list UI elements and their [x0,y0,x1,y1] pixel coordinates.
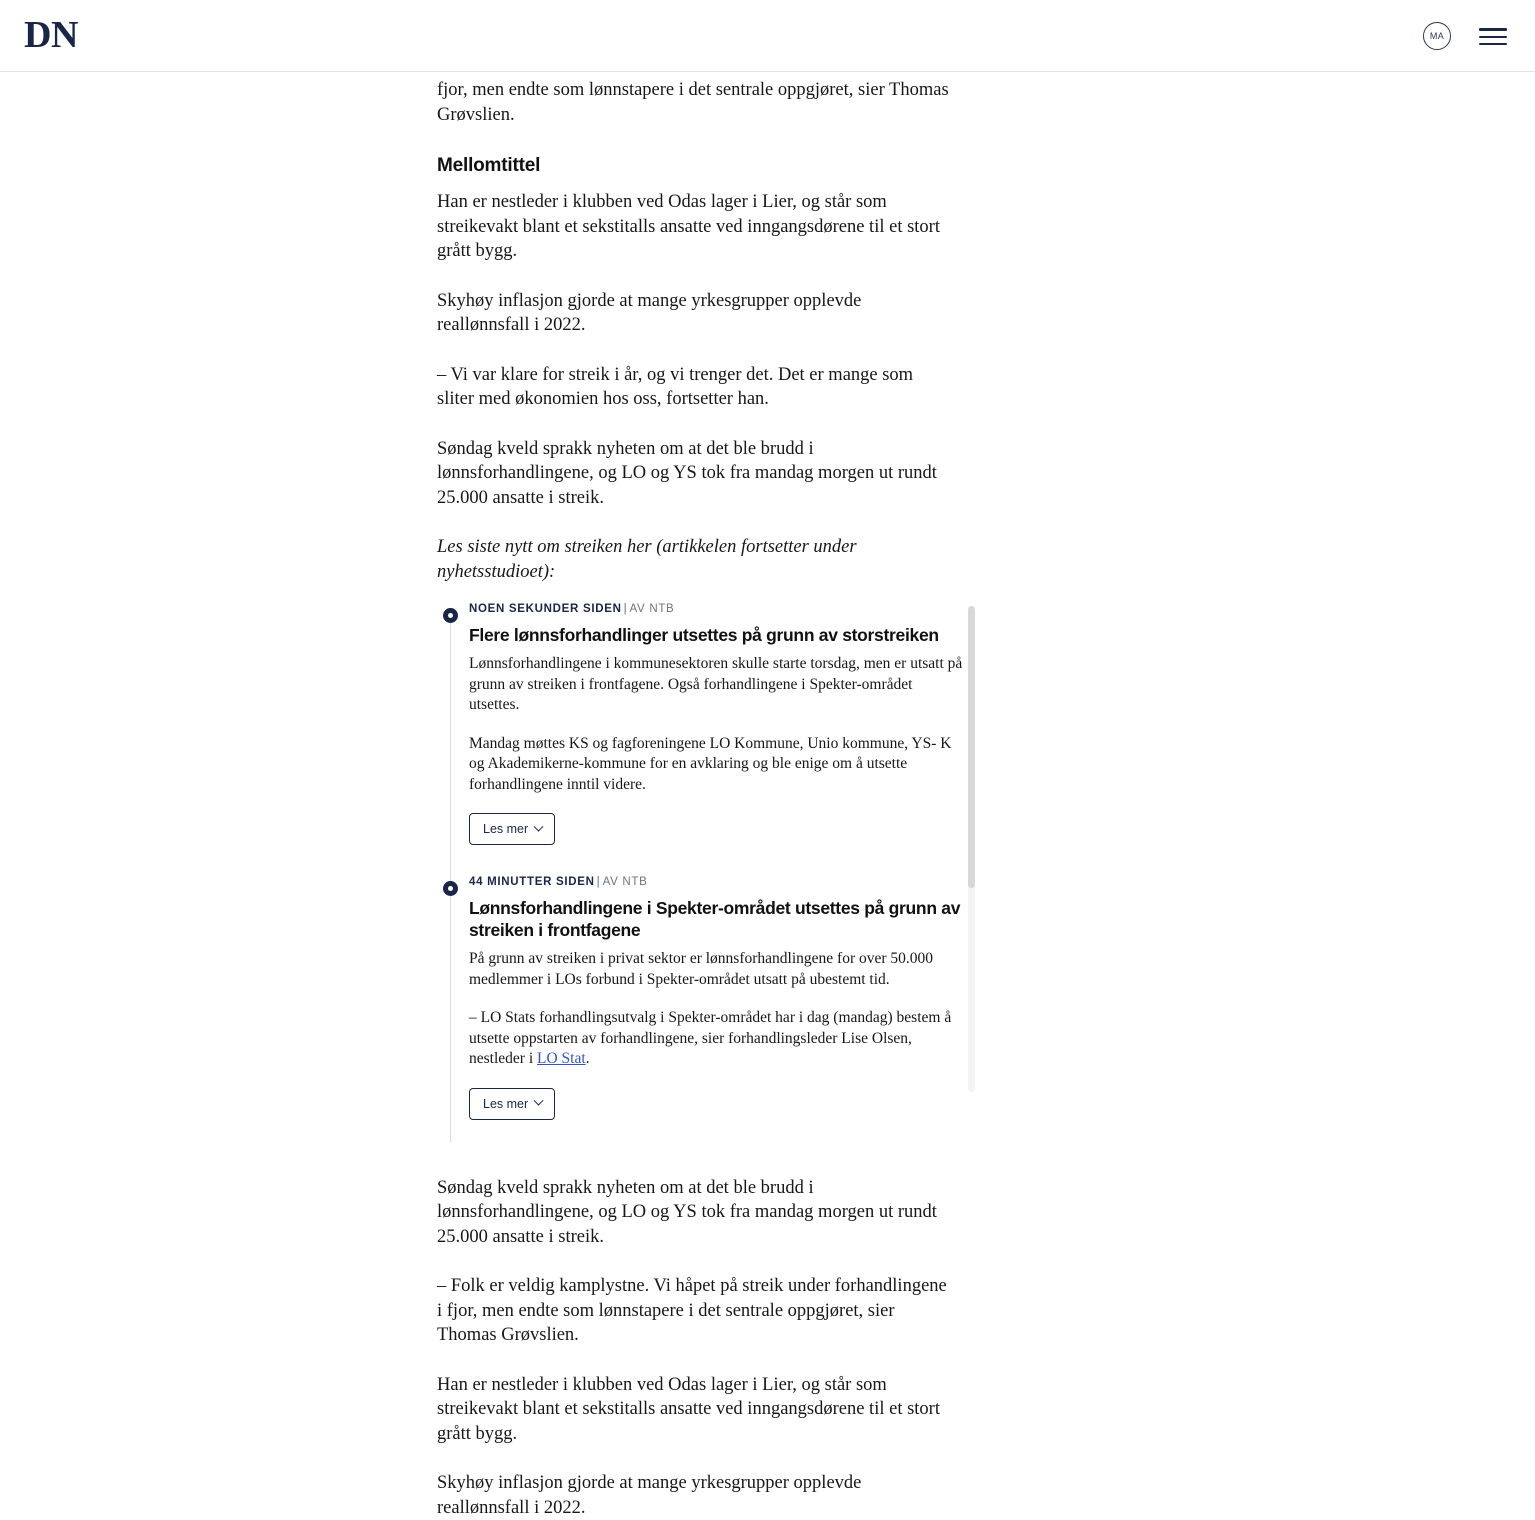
feed-scrollbar-thumb[interactable] [968,606,975,888]
article-paragraph: Han er nestleder i klubben ved Odas lager i Lier, og står som streikevakt blant et sekstitalls ansatte ved inngangsdørene til et stort grått bygg. [437,1374,940,1444]
hamburger-menu-icon[interactable] [1479,27,1507,45]
hamburger-line-2 [1479,36,1507,38]
header-actions [1423,0,1507,72]
article-paragraph: Søndag kveld sprakk nyheten om at det ble brudd i lønnsforhandlingene, og LO og YS tok fra mandag morgen ut rundt 25.000 ansatte i streik. [437,1177,937,1247]
chevron-down-icon [534,821,544,831]
feed-entry-paragraph: Mandag møttes KS og fagforeningene LO Kommune, Unio kommune, YS- K og Akademikerne-kommune for en avklaring og ble enige om å utsette forhandlingene inntil videre. [469,734,952,793]
feed-source: AV NTB [629,603,675,615]
feed-entry-paragraph: Lønnsforhandlingene i kommunesektoren skulle starte torsdag, men er utsatt på grunn av streiken i frontfagene. Også forhandlingene i Spekter-området utsettes. [469,655,963,713]
live-news-feed [439,602,963,1154]
dn-logo[interactable]: DN [24,14,78,56]
timeline-dot-icon [443,881,458,896]
feed-timestamp: 44 MINUTTER SIDEN [469,876,595,888]
article-paragraph: – Folk er veldig kamplystne. Vi håpet på streik under forhandlingene i fjor, men endte som lønnstapere i det sentrale oppgjøret, sier Thomas Grøvslien. [437,1276,947,1345]
feed-timestamp: NOEN SEKUNDER SIDEN [469,603,622,615]
timeline-dot-icon [443,608,458,623]
article-paragraph: Skyhøy inflasjon gjorde at mange yrkesgrupper opplevde reallønnsfall i 2022. [437,290,862,335]
feed-entry-meta [469,602,963,616]
paragraph-text-after-link: . [585,1050,590,1067]
lo-stat-link[interactable]: LO Stat [537,1050,586,1067]
feed-entry-paragraph [469,1008,963,1070]
article-subheading: Mellomtittel [437,155,541,176]
feed-entry-title[interactable]: Flere lønnsforhandlinger utsettes på grunn av storstreiken [469,625,939,645]
read-more-label: Les mer [483,822,529,836]
feed-entry-paragraph: På grunn av streiken i privat sektor er lønnsforhandlingene for over 50.000 medlemmer i LOs forbund i Spekter-området utsatt på ubestemt tid. [469,950,934,988]
site-header [0,0,1535,72]
feed-meta-separator: | [623,603,628,615]
paragraph-text-before-link: – LO Stats forhandlingsutvalg i Spekter-området har i dag (mandag) bestem å utsette oppstarten av forhandlingene, sier forhandlingsleder Lise Olsen, nestleder i [469,1009,952,1067]
article-body [437,72,963,1520]
chevron-down-icon [534,1096,544,1106]
read-more-button[interactable] [469,1088,555,1120]
feed-entry-title[interactable]: Lønnsforhandlingene i Spekter-området utsettes på grunn av streiken i frontfagene [469,898,961,940]
avatar[interactable]: MA [1423,22,1451,50]
article-paragraph: Søndag kveld sprakk nyheten om at det ble brudd i lønnsforhandlingene, og LO og YS tok fra mandag morgen ut rundt 25.000 ansatte i streik. [437,438,937,508]
article-paragraph: Skyhøy inflasjon gjorde at mange yrkesgrupper opplevde reallønnsfall i 2022. [437,1473,862,1518]
article-paragraph: fjor, men endte som lønnstapere i det sentrale oppgjøret, sier Thomas Grøvslien. [437,80,949,125]
feed-entry-meta [469,875,963,889]
feed-source: AV NTB [602,876,648,888]
feed-entry [439,875,963,1150]
feed-meta-separator: | [596,876,601,888]
live-feed-intro: Les siste nytt om streiken her (artikkelen fortsetter under nyhetsstudioet): [437,537,857,582]
hamburger-line-3 [1479,43,1507,45]
article-paragraph: – Vi var klare for streik i år, og vi trenger det. Det er mange som sliter med økonomien hos oss, fortsetter han. [437,364,914,409]
article-paragraph: Han er nestleder i klubben ved Odas lager i Lier, og står som streikevakt blant et sekstitalls ansatte ved inngangsdørene til et stort grått bygg. [437,192,940,261]
read-more-label: Les mer [483,1096,529,1111]
feed-entry [439,602,963,875]
hamburger-line-1 [1479,28,1507,31]
read-more-button[interactable] [469,813,555,845]
